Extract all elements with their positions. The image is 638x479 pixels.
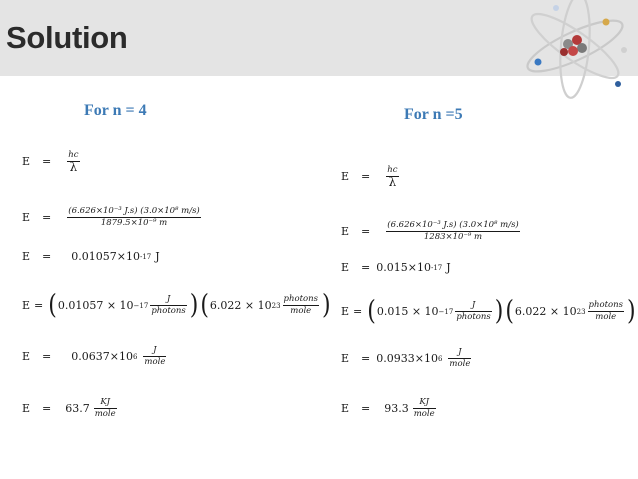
right-paren: ) bbox=[321, 289, 331, 321]
numerator: J bbox=[458, 347, 462, 357]
left-paren: ( bbox=[48, 289, 57, 321]
eq-op: = bbox=[353, 305, 363, 318]
eq-lhs: E bbox=[22, 299, 31, 312]
eq-op: = bbox=[42, 350, 52, 363]
numerator: hc bbox=[387, 165, 398, 175]
left-paren: ( bbox=[200, 289, 209, 321]
header-bar bbox=[0, 0, 638, 76]
right-paren: ) bbox=[494, 295, 504, 327]
denominator: 1879.5×10⁻⁹ m bbox=[100, 218, 168, 228]
factor-a: 0.015 × 10 bbox=[376, 305, 439, 318]
unit: J bbox=[446, 261, 451, 274]
fraction bbox=[386, 165, 398, 188]
factor-b: 6.022 × 10 bbox=[514, 305, 577, 318]
numerator: J bbox=[471, 300, 476, 310]
slide-title: Solution bbox=[6, 20, 128, 55]
numerator: (6.626×10⁻³ J.s) (3.0×10⁸ m/s) bbox=[387, 220, 519, 230]
eq-right-5: E = 0.0933×10 6 $\frac{J}{\text{mole}}$ bbox=[341, 347, 471, 369]
eq-left-2 bbox=[22, 206, 203, 229]
numerator: KJ bbox=[419, 397, 430, 407]
factor-a: 0.01057 × 10 bbox=[57, 299, 134, 312]
atom-logo-icon bbox=[520, 0, 638, 100]
eq-lhs: E bbox=[22, 155, 31, 168]
fraction bbox=[386, 220, 520, 243]
value: 93.3 bbox=[384, 402, 409, 415]
factor-b: 6.022 × 10 bbox=[209, 299, 272, 312]
fraction bbox=[283, 294, 319, 317]
right-paren: ) bbox=[626, 295, 636, 327]
heading-n4: For n = 4 bbox=[84, 102, 147, 119]
fraction bbox=[67, 150, 79, 173]
eq-op: = bbox=[42, 155, 52, 168]
heading-n5: For n =5 bbox=[404, 106, 463, 123]
denominator: mole bbox=[449, 359, 471, 369]
eq-op: = bbox=[42, 402, 52, 415]
left-paren: ( bbox=[505, 295, 514, 327]
denominator: mole bbox=[290, 306, 312, 316]
denominator: mole bbox=[94, 409, 116, 419]
eq-op: = bbox=[361, 225, 371, 238]
denominator: mole bbox=[413, 409, 435, 419]
fraction bbox=[413, 397, 436, 420]
eq-op: = bbox=[34, 299, 44, 312]
fraction bbox=[143, 345, 166, 368]
denominator: λ bbox=[388, 175, 397, 189]
denominator: photons bbox=[456, 312, 491, 322]
eq-left-1 bbox=[22, 150, 82, 173]
denominator: mole bbox=[144, 357, 166, 367]
right-paren: ) bbox=[189, 289, 199, 321]
eq-right-3: E = 0.015×10 -17 J bbox=[341, 261, 451, 274]
eq-op: = bbox=[42, 250, 52, 263]
denominator: 1283×10⁻⁹ m bbox=[423, 232, 483, 242]
eq-right-4: E = ( 0.015 × 10 −17 $\frac{J}{\text{photons}}$ ) ( 6.022 × 10 23 $\frac{\text{photons}}{\text{mole}}$ ) bbox=[341, 295, 636, 327]
fraction bbox=[448, 347, 471, 370]
value-mantissa: 0.0933×10 bbox=[376, 352, 438, 365]
fraction bbox=[150, 294, 186, 317]
eq-op: = bbox=[361, 352, 371, 365]
eq-right-2 bbox=[341, 220, 522, 243]
eq-op: = bbox=[361, 261, 371, 274]
eq-lhs: E bbox=[341, 402, 350, 415]
value-mantissa: 0.015×10 bbox=[376, 261, 431, 274]
eq-lhs: E bbox=[22, 350, 31, 363]
fraction bbox=[455, 300, 491, 323]
numerator: photons bbox=[283, 294, 318, 304]
numerator: photons bbox=[588, 300, 623, 310]
eq-lhs: E bbox=[22, 250, 31, 263]
denominator: photons bbox=[151, 306, 186, 316]
eq-lhs: E bbox=[22, 211, 31, 224]
fraction bbox=[67, 206, 201, 229]
eq-right-1 bbox=[341, 165, 401, 188]
denominator: λ bbox=[69, 160, 78, 174]
eq-left-3: E = 0.01057×10 -17 J bbox=[22, 250, 160, 263]
eq-left-6 bbox=[22, 397, 119, 420]
value: 63.7 bbox=[65, 402, 90, 415]
numerator: KJ bbox=[100, 397, 111, 407]
eq-lhs: E bbox=[22, 402, 31, 415]
denominator: mole bbox=[595, 312, 617, 322]
eq-lhs: E bbox=[341, 305, 350, 318]
eq-left-5: E = 0.0637×10 6 $\frac{J}{\text{mole}}$ bbox=[22, 345, 166, 367]
numerator: J bbox=[153, 345, 157, 355]
eq-lhs: E bbox=[341, 352, 350, 365]
eq-op: = bbox=[42, 211, 52, 224]
eq-op: = bbox=[361, 170, 371, 183]
value-mantissa: 0.01057×10 bbox=[71, 250, 140, 263]
numerator: hc bbox=[68, 150, 79, 160]
eq-lhs: E bbox=[341, 225, 350, 238]
eq-op: = bbox=[361, 402, 371, 415]
unit: J bbox=[155, 250, 160, 263]
fraction bbox=[588, 300, 624, 323]
left-paren: ( bbox=[367, 295, 376, 327]
eq-right-6 bbox=[341, 397, 438, 420]
eq-left-4: E = ( 0.01057 × 10 −17 $\frac{J}{\text{photons}}$ ) ( 6.022 × 10 23 $\frac{\text{photons}}{\text{mole}}$ ) bbox=[22, 289, 331, 321]
eq-lhs: E bbox=[341, 261, 350, 274]
value-mantissa: 0.0637×10 bbox=[71, 350, 133, 363]
eq-lhs: E bbox=[341, 170, 350, 183]
numerator: J bbox=[166, 294, 171, 304]
numerator: (6.626×10⁻³ J.s) (3.0×10⁸ m/s) bbox=[68, 206, 200, 216]
fraction bbox=[94, 397, 117, 420]
